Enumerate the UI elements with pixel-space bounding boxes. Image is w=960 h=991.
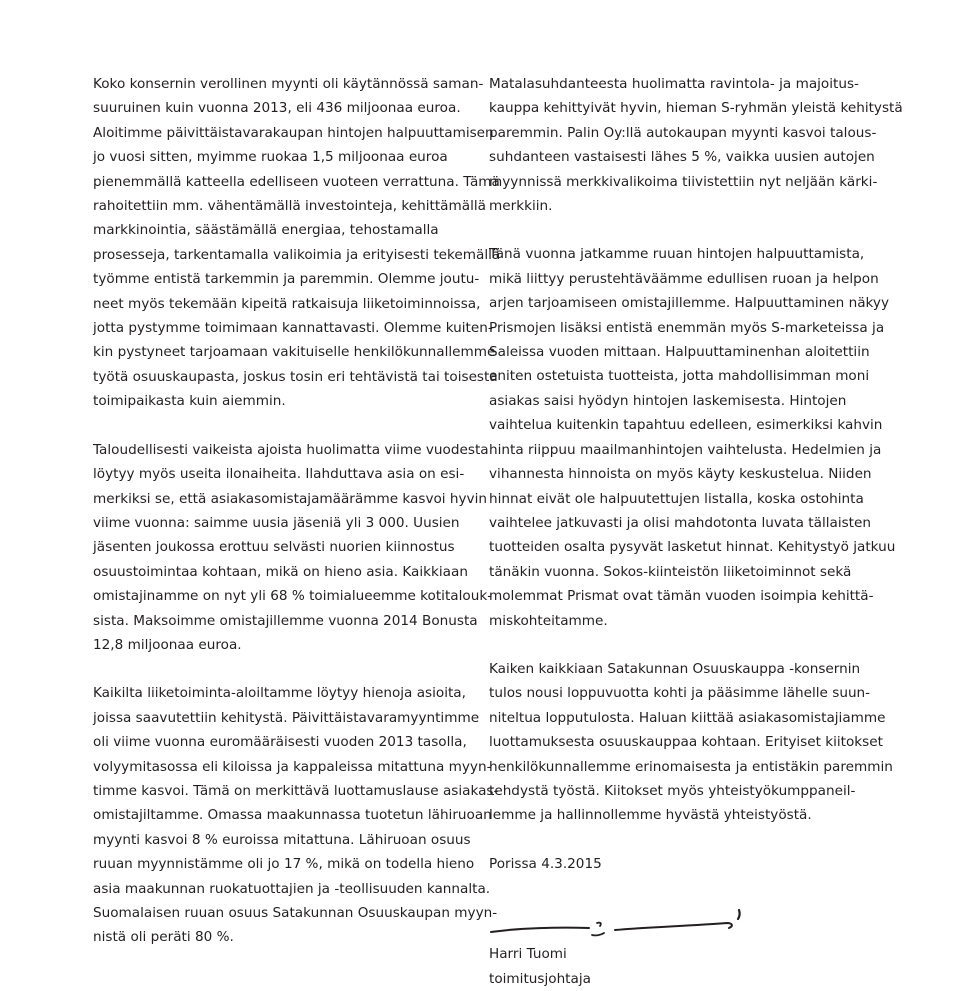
text-line: markkinointia, säästämällä energiaa, tehostamalla (93, 222, 439, 239)
right-column (489, 72, 903, 991)
text-line: suhdanteen vastaisesti lähes 5 %, vaikka uusien autojen (489, 149, 875, 166)
text-line: arjen tarjoamiseen omistajillemme. Halpuuttaminen näkyy (489, 295, 890, 312)
text-line: timme kasvoi. Tämä on merkittävä luottamuslause asiakas- (93, 782, 499, 799)
text-line: Kaiken kaikkiaan Satakunnan Osuuskauppa -konsernin (489, 660, 861, 677)
text-line: henkilökunnallemme erinomaisesta ja entistäkin paremmin (489, 758, 893, 775)
left-column (93, 72, 501, 974)
text-line: volyymitasossa eli kiloissa ja kappaleissa mitattuna myyn- (93, 758, 492, 775)
text-line: 12,8 miljoonaa euroa. (93, 636, 242, 653)
paragraph-pricing (489, 242, 896, 633)
text-line: tuotteiden osalta pysyvät lasketut hinnat. Kehitystyö jatkuu (489, 539, 896, 556)
text-line: työmme entistä tarkemmin ja paremmin. Olemme joutu- (93, 271, 480, 288)
text-line: joissa saavutettiin kehitystä. Päivittäistavaramyyntimme (93, 709, 480, 726)
signer-name: Harri Tuomi (489, 946, 567, 963)
text-line: Taloudellisesti vaikeista ajoista huolimatta viime vuodesta (93, 441, 489, 458)
text-line: molemmat Prismat ovat tämän vuoden isoimpia kehittä- (489, 588, 874, 605)
signature-image (489, 898, 759, 942)
text-line: Suomalaisen ruuan osuus Satakunnan Osuuskaupan myyn- (93, 905, 498, 921)
paragraph-local-food (93, 681, 499, 949)
text-line: oli viime vuonna euromääräisesti vuoden 2013 tasolla, (93, 734, 467, 751)
text-line: merkiksi se, että asiakasomistajamäärämme kasvoi hyvin (93, 490, 487, 507)
text-line: neet myös tekemään kipeitä ratkaisuja liiketoiminnoissa, (93, 295, 481, 312)
closing-date: Porissa 4.3.2015 (489, 855, 602, 872)
text-line: Kaikilta liiketoiminta-aloiltamme löytyy hienoja asioita, (93, 685, 466, 702)
text-line: tänäkin vuonna. Sokos-kiinteistön liiketoiminnot sekä (489, 563, 852, 580)
text-line: Saleissa vuoden mittaan. Halpuuttaminenhan aloitettiin (489, 344, 870, 361)
text-line: tulos nousi loppuvuotta kohti ja pääsimme lähelle suun- (489, 685, 871, 702)
text-line: työtä osuuskaupasta, joskus tosin eri tehtävistä tai toisesta (93, 368, 498, 385)
text-line: tehdystä työstä. Kiitokset myös yhteistyökumppaneil- (489, 782, 856, 799)
text-line: myynti kasvoi 8 % euroissa mitattuna. Lähiruoan osuus (93, 831, 471, 848)
text-line: lemme ja hallinnollemme hyvästä yhteistyöstä. (489, 807, 812, 824)
text-line: jotta pystymme toimimaan kannattavasti. Olemme kuiten- (93, 320, 493, 337)
text-line: merkkiin. (489, 198, 553, 215)
text-line: niteltua lopputulosta. Haluan kiittää asiakasomistajiamme (489, 709, 886, 726)
text-line: Tänä vuonna jatkamme ruuan hintojen halpuuttamista, (489, 246, 865, 263)
text-line: Prismojen lisäksi entistä enemmän myös S-marketeissa ja (489, 319, 885, 336)
text-line: Matalasuhdanteesta huolimatta ravintola- ja majoitus- (489, 76, 859, 92)
text-line: ruuan myynnistämme oli jo 17 %, mikä on todella hieno (93, 856, 475, 873)
text-line: prosesseja, tarkentamalla valikoimia ja erityisesti tekemällä (93, 246, 501, 263)
text-line: vaihtelua kuitenkin tapahtuu edelleen, esimerkiksi kahvin (489, 417, 883, 434)
text-line: vihannesta hinnoista on myös käyty keskustelua. Niiden (489, 466, 872, 483)
text-line: Aloitimme päivittäistavarakaupan hintojen halpuuttamisen (93, 124, 494, 141)
text-line: vaihtelee jatkuvasti ja olisi mahdotonta luvata tällaisten (489, 514, 871, 531)
text-line: mikä liittyy perustehtäväämme edullisen ruoan ja helpon (489, 270, 879, 287)
text-line: Koko konsernin verollinen myynti oli käytännössä saman- (93, 76, 484, 92)
paragraph-hospitality (489, 72, 903, 218)
text-line: jäsenten joukossa erottuu selvästi nuorien kiinnostus (93, 539, 455, 556)
paragraph-ownership (93, 438, 493, 658)
text-line: myynnissä merkkivalikoima tiivistettiin nyt neljään kärki- (489, 173, 878, 190)
paragraph-thanks (489, 657, 893, 828)
text-line: luottamuksesta osuuskauppaa kohtaan. Erityiset kiitokset (489, 734, 883, 751)
text-line: pienemmällä katteella edelliseen vuoteen verrattuna. Tämä (93, 173, 500, 190)
text-line: paremmin. Palin Oy:llä autokaupan myynti kasvoi talous- (489, 124, 877, 141)
text-line: sista. Maksoimme omistajillemme vuonna 2014 Bonusta (93, 612, 478, 629)
paragraph-sales (93, 72, 501, 414)
text-line: omistajinamme on nyt yli 68 % toimialueemme kotitalouk- (93, 588, 493, 605)
text-line: osuustoimintaa kohtaan, mikä on hieno asia. Kaikkiaan (93, 563, 468, 580)
text-line: jo vuosi sitten, myimme ruokaa 1,5 miljoonaa euroa (93, 149, 448, 166)
text-line: hinnat eivät ole halpuutettujen listalla, koska ostohinta (489, 490, 864, 507)
text-line: asia maakunnan ruokatuottajien ja -teollisuuden kannalta. (93, 880, 491, 897)
text-line: omistajiltamme. Omassa maakunnassa tuotetun lähiruoan (93, 807, 492, 824)
text-line: miskohteitamme. (489, 612, 608, 629)
text-line: rahoitettiin mm. vähentämällä investointeja, kehittämällä (93, 198, 486, 215)
text-line: hinta riippuu maailmanhintojen vaihtelusta. Hedelmien ja (489, 441, 882, 458)
text-line: eniten ostetuista tuotteista, jotta mahdollisimman moni (489, 368, 870, 385)
text-line: löytyy myös useita ilonaiheita. Ilahduttava asia on esi- (93, 466, 465, 483)
text-line: kin pystyneet tarjoamaan vakituiselle henkilökunnallemme (93, 344, 496, 361)
signer-title: toimitusjohtaja (489, 970, 591, 987)
text-line: asiakas saisi hyödyn hintojen laskemisesta. Hintojen (489, 392, 847, 409)
text-line: nistä oli peräti 80 %. (93, 929, 234, 946)
text-line: viime vuonna: saimme uusia jäseniä yli 3 000. Uusien (93, 514, 460, 531)
text-line: suuruinen kuin vuonna 2013, eli 436 miljoonaa euroa. (93, 100, 461, 117)
text-line: toimipaikasta kuin aiemmin. (93, 393, 286, 410)
text-line: kauppa kehittyivät hyvin, hieman S-ryhmän yleistä kehitystä (489, 100, 903, 117)
